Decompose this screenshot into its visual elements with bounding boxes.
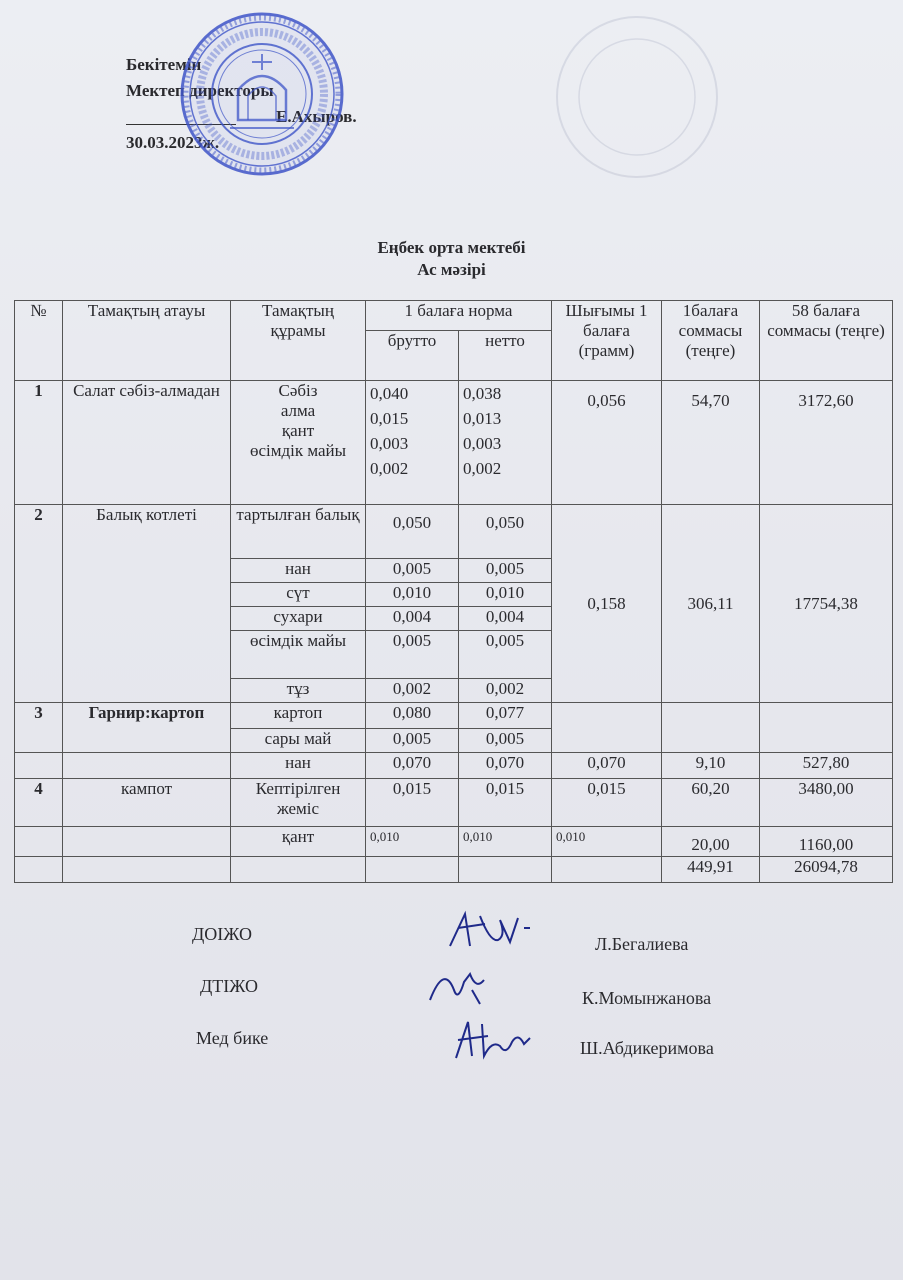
brutto-value: 0,005 [366,631,459,679]
ingredient: алма [280,401,316,420]
header-netto: нетто [459,331,552,381]
dish-name: Салат сәбіз-алмадан [63,381,231,505]
empty-cell [231,857,366,883]
empty-cell [552,703,662,753]
netto-value: 0,070 [459,753,552,779]
brutto-value: 0,002 [370,459,409,478]
signature-3-icon [448,1016,538,1064]
table-row [15,703,893,729]
empty-cell [15,827,63,857]
faint-stamp-icon [552,12,722,182]
netto-value: 0,005 [459,559,552,583]
approval-line1: Бекітемін [126,55,202,74]
brutto-value: 0,040 [370,384,409,403]
ingredient: тартылған балық [231,505,366,559]
netto-value: 0,038 [463,384,502,403]
dish-price-one: 60,20 [662,779,760,827]
ingredient: нан [231,559,366,583]
brutto-value: 0,005 [366,559,459,583]
dish-ingredients [231,381,366,505]
signature-1-icon [440,906,540,956]
empty-cell [63,857,231,883]
netto-value: 0,005 [459,729,552,753]
header-no: № [15,301,63,381]
ingredient: тұз [231,679,366,703]
netto-value: 0,050 [459,505,552,559]
brutto-value: 0,010 [366,827,459,857]
dish-price-58: 1160,00 [760,827,893,857]
signature-2-icon [424,960,504,1008]
table-row [15,505,893,559]
dish-name: кампот [63,779,231,827]
empty-cell [662,703,760,753]
brutto-value: 0,015 [366,779,459,827]
header-price-one: 1балаға соммасы (теңге) [662,301,760,381]
header-norm: 1 балаға норма [366,301,552,331]
empty-cell [15,753,63,779]
brutto-value: 0,005 [366,729,459,753]
empty-cell [760,703,893,753]
brutto-value: 0,002 [366,679,459,703]
dish-yield: 0,015 [552,779,662,827]
ingredient: өсімдік майы [231,631,366,679]
empty-cell [63,827,231,857]
header-composition: Тамақтың құрамы [231,301,366,381]
empty-cell [63,753,231,779]
netto-value: 0,077 [459,703,552,729]
signature-name: Ш.Абдикеримова [580,1038,714,1058]
signature-role: ДОІЖО [192,924,252,944]
menu-title: Ас мәзірі [417,260,486,279]
table-row [15,827,893,857]
signature-role: ДТІЖО [200,976,258,996]
approval-line2: Мектеп директоры [126,81,274,100]
ingredient: нан [231,753,366,779]
dish-price-58: 3172,60 [760,381,893,505]
dish-name: Гарнир:картоп [63,703,231,753]
dish-price-58: 527,80 [760,753,893,779]
ingredient: Кептірілген жеміс [231,779,366,827]
netto-value: 0,013 [463,409,502,428]
header-yield: Шығымы 1 балаға (грамм) [552,301,662,381]
netto-value: 0,003 [463,434,502,453]
dish-yield: 0,158 [552,505,662,703]
dish-brutto [366,381,459,505]
empty-cell [459,857,552,883]
brutto-value: 0,080 [366,703,459,729]
ingredient: картоп [231,703,366,729]
netto-value: 0,010 [459,583,552,607]
dish-name: Балық котлеті [63,505,231,703]
brutto-value: 0,070 [366,753,459,779]
dish-netto [459,381,552,505]
ingredient: сүт [231,583,366,607]
netto-value: 0,015 [459,779,552,827]
menu-table [14,300,893,883]
table-row [15,753,893,779]
dish-price-58: 3480,00 [760,779,893,827]
dish-price-one: 9,10 [662,753,760,779]
netto-value: 0,002 [459,679,552,703]
dish-yield: 0,056 [552,381,662,505]
approval-director-name: Е.Ахыров. [276,107,357,126]
ingredient: сухари [231,607,366,631]
dish-price-one: 20,00 [662,827,760,857]
ingredient: қант [281,421,315,440]
ingredient: қант [231,827,366,857]
brutto-value: 0,004 [366,607,459,631]
signature-role: Мед бике [196,1028,269,1048]
total-price-one: 449,91 [662,857,760,883]
dish-price-one: 306,11 [662,505,760,703]
approval-date: 30.03.2023ж. [126,133,220,152]
dish-price-one: 54,70 [662,381,760,505]
header-price-58: 58 балаға соммасы (теңге) [760,301,893,381]
dish-price-58: 17754,38 [760,505,893,703]
empty-cell [552,857,662,883]
empty-cell [366,857,459,883]
dish-yield: 0,070 [552,753,662,779]
netto-value: 0,005 [459,631,552,679]
brutto-value: 0,050 [366,505,459,559]
brutto-value: 0,003 [370,434,409,453]
signature-name: К.Момынжанова [582,988,712,1008]
dish-no: 2 [15,505,63,703]
ingredient: сары май [231,729,366,753]
header-dish-name: Тамақтың атауы [63,301,231,381]
total-price-58: 26094,78 [760,857,893,883]
ingredient: Сәбіз [278,381,318,400]
dish-no: 1 [15,381,63,505]
totals-row [15,857,893,883]
dish-no: 4 [15,779,63,827]
ingredient: өсімдік майы [249,441,347,460]
brutto-value: 0,010 [366,583,459,607]
school-name: Еңбек орта мектебі [377,238,526,257]
brutto-value: 0,015 [370,409,409,428]
dish-no: 3 [15,703,63,753]
header-brutto: брутто [366,331,459,381]
empty-cell [15,857,63,883]
signature-name: Л.Бегалиева [595,934,689,954]
official-stamp-icon [178,10,346,178]
netto-value: 0,004 [459,607,552,631]
netto-value: 0,002 [463,459,502,478]
table-row [15,779,893,827]
table-row [15,381,893,505]
dish-yield: 0,010 [552,827,662,857]
netto-value: 0,010 [459,827,552,857]
